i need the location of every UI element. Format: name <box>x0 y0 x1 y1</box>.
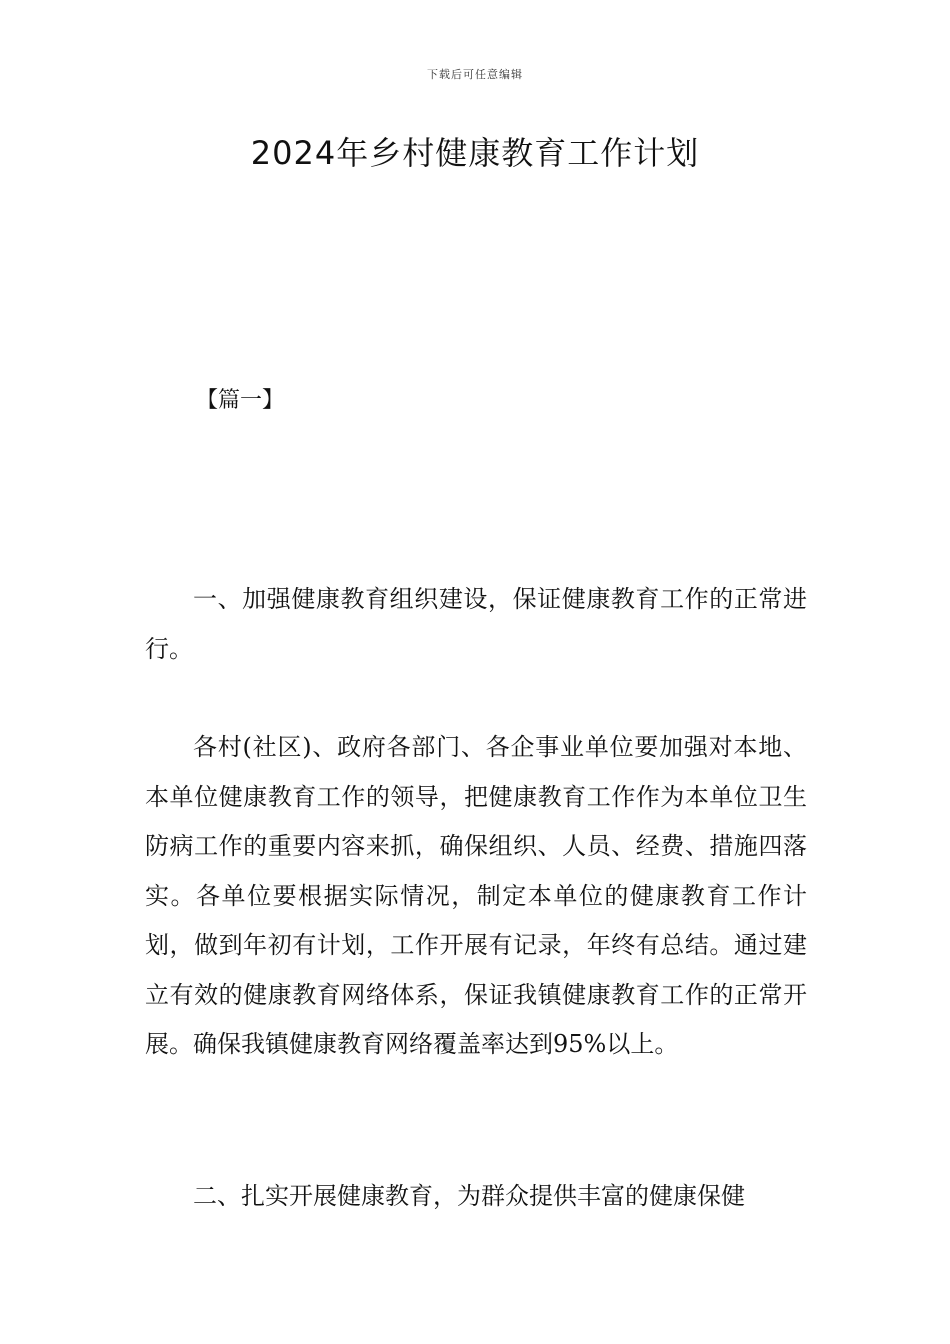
section-label: 【篇一】 <box>196 388 285 413</box>
paragraph-1: 一、加强健康教育组织建设，保证健康教育工作的正常进行。 <box>145 585 807 663</box>
document-title: 2024年乡村健康教育工作计划 <box>250 134 700 172</box>
paragraph-3: 二、扎实开展健康教育，为群众提供丰富的健康保健 <box>193 1182 745 1210</box>
paragraph-2: 各村(社区)、政府各部门、各企事业单位要加强对本地、本单位健康教育工作的领导，把健康教育工作作为本单位卫生防病工作的重要内容来抓，确保组织、人员、经费、措施四落实。各单位要根据实际情况，制定本单位的健康教育工作计划，做到年初有计划，工作开展有记录，年终有总结。通过建立有效的健康教育网络体系，保证我镇健康教育工作的正常开展。确保我镇健康教育网络覆盖率达到95%以上。 <box>145 733 807 1058</box>
header-note: 下载后可任意编辑 <box>427 68 523 81</box>
